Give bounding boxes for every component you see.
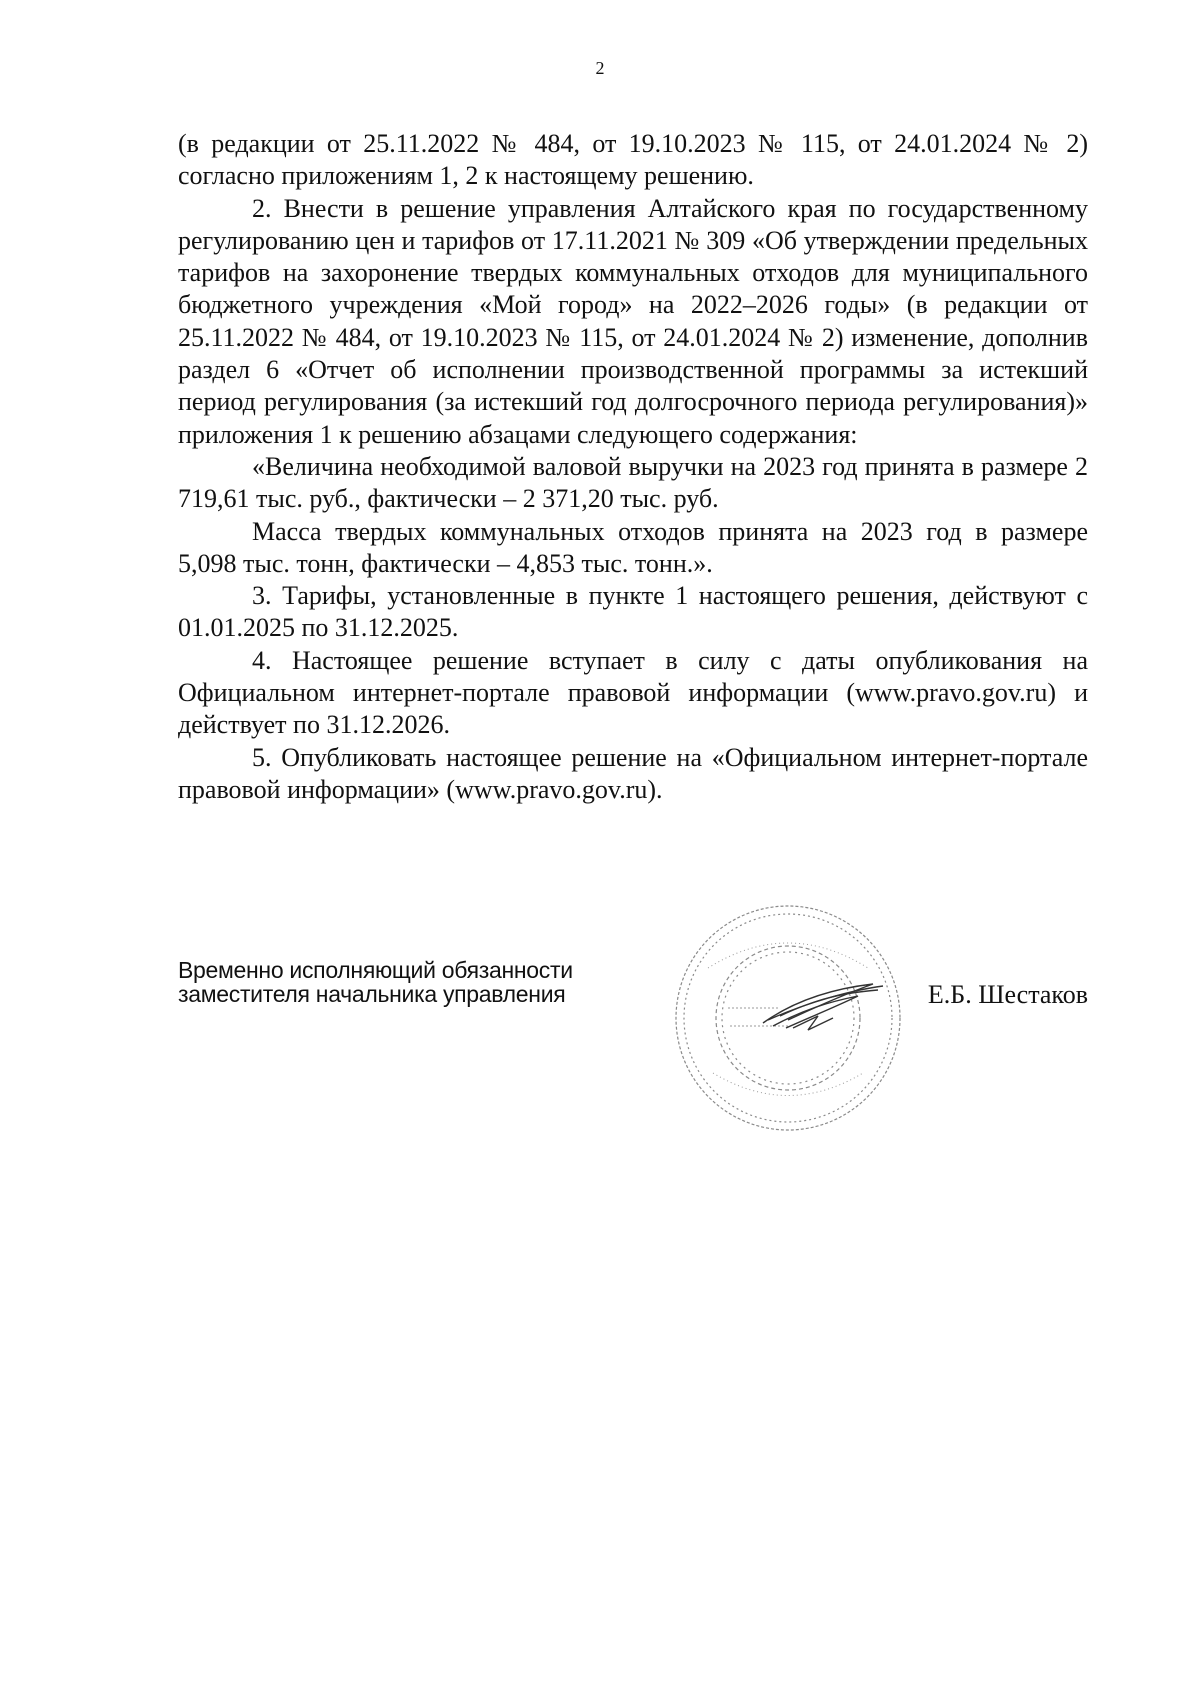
paragraph-continuation: (в редакции от 25.11.2022 № 484, от 19.10.2023 № 115, от 24.01.2024 № 2) согласно приложениям 1, 2 к настоящему решению. [178,129,1088,191]
signer-position-line-2: заместителя начальника управления [178,981,566,1007]
paragraph-item-2: 2. Внести в решение управления Алтайского края по государственному регулированию цен и тарифов от 17.11.2021 № 309 «Об утверждении предельных тарифов на захоронение твердых коммунальных отходов для муниципального бюджетного учреждения «Мой город» на 2022–2026 годы» (в редакции от 25.11.2022 № 484, от 19.10.2023 № 115, от 24.01.2024 № 2) изменение, дополнив раздел 6 «Отчет об исполнении производственной программы за истекший период регулирования (за истекший год долгосрочного периода регулирования)» приложения 1 к решению абзацами следующего содержания: [178,193,1088,449]
signer-position-line-1: Временно исполняющий обязанности [178,957,573,983]
signer-name: Е.Б. Шестаков [927,980,1088,1009]
page-number: 2 [595,58,605,78]
paragraph-quote-revenue: «Величина необходимой валовой выручки на 2023 год принята в размере 2 719,61 тыс. руб., фактически – 2 371,20 тыс. руб. [178,451,1088,514]
official-stamp-icon [668,898,908,1138]
signer-position [178,958,573,1006]
handwritten-signature-icon [763,984,883,1030]
paragraph-quote-waste-mass: Масса твердых коммунальных отходов принята на 2023 год в размере 5,098 тыс. тонн, фактически – 4,853 тыс. тонн.». [178,516,1088,578]
document-body [178,128,1088,806]
paragraph-item-4: 4. Настоящее решение вступает в силу с даты опубликования на Официальном интернет-портале правовой информации (www.pravo.gov.ru) и действует по 31.12.2026. [178,645,1088,740]
paragraph-item-5: 5. Опубликовать настоящее решение на «Официальном интернет-портале правовой информации» (www.pravo.gov.ru). [178,742,1088,804]
signature-block [178,958,1088,1158]
paragraph-item-3: 3. Тарифы, установленные в пункте 1 настоящего решения, действуют с 01.01.2025 по 31.12.2025. [178,581,1088,643]
